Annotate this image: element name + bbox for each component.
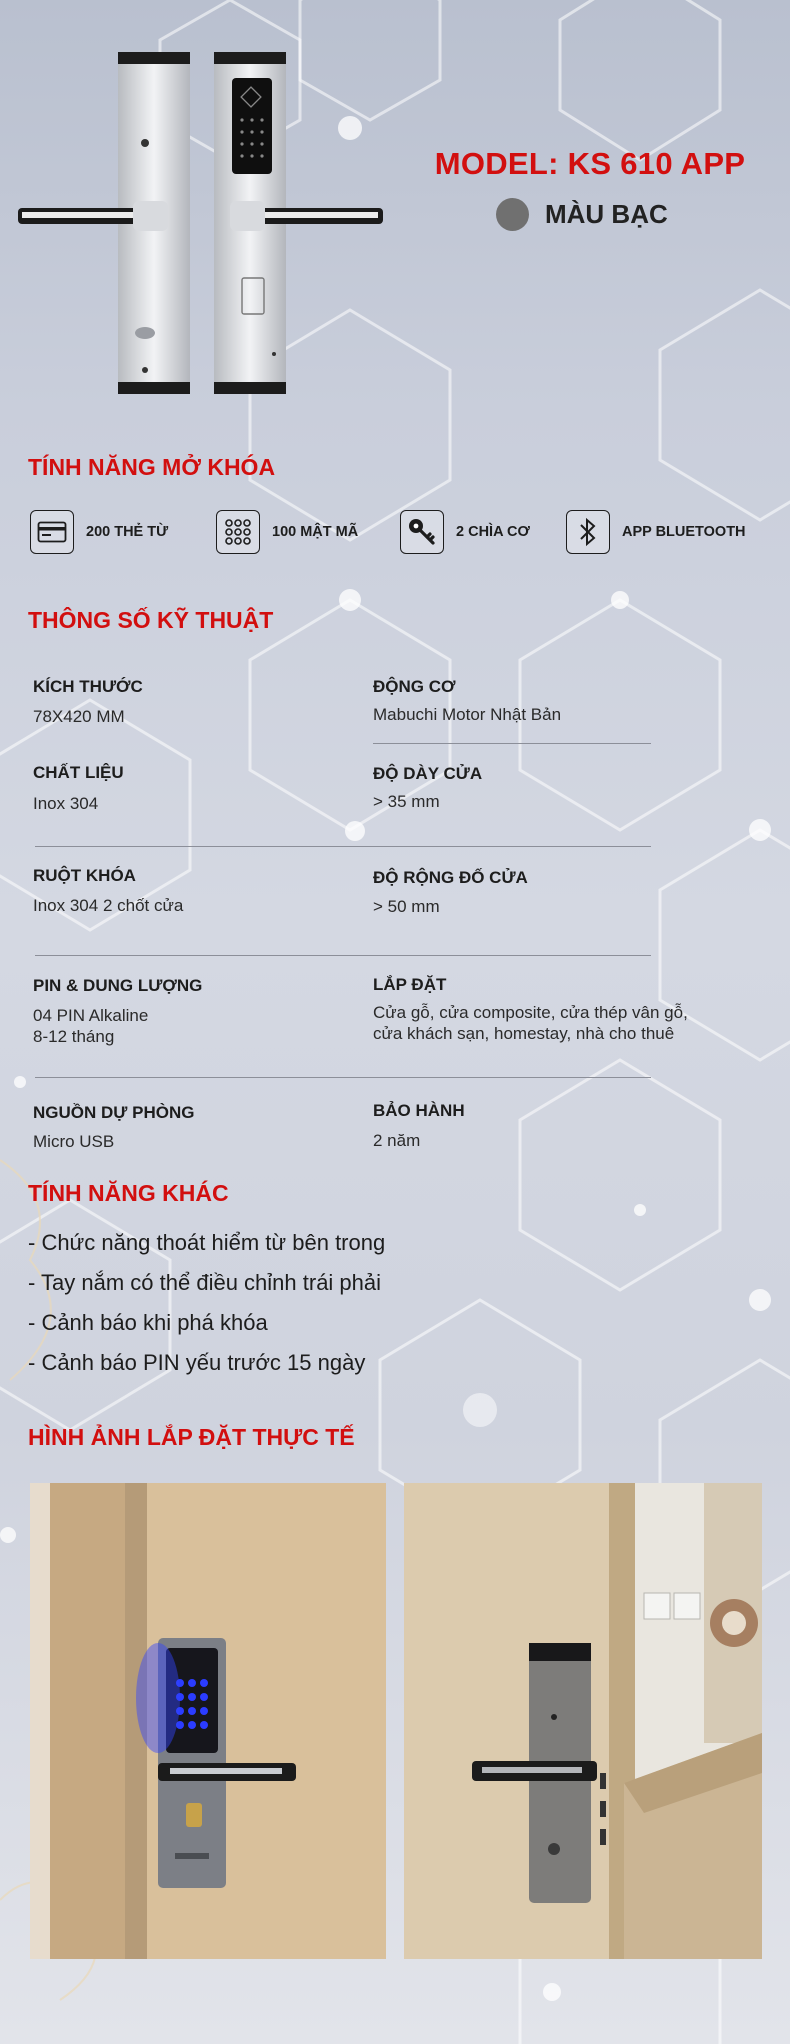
- installation-photo-1: [30, 1483, 386, 1959]
- spec-value: Mabuchi Motor Nhật Bản: [373, 705, 562, 724]
- installation-photo-2: [404, 1483, 762, 1959]
- spec-label: KÍCH THƯỚC: [33, 677, 143, 696]
- feature-label: APP BLUETOOTH: [622, 524, 746, 540]
- spec-value: Micro USB: [33, 1132, 115, 1151]
- list-item: - Chức năng thoát hiểm từ bên trong: [28, 1230, 386, 1255]
- model-title: MODEL: KS 610 APP: [434, 146, 746, 181]
- spec-value: Inox 304 2 chốt cửa: [33, 896, 184, 915]
- spec-label: ĐỘ RỘNG ĐỐ CỬA: [373, 868, 528, 887]
- feature-key: [400, 510, 530, 554]
- spec-label: NGUỒN DỰ PHÒNG: [33, 1103, 195, 1122]
- spec-label: BẢO HÀNH: [373, 1101, 465, 1120]
- spec-value: 78X420 MM: [33, 707, 125, 726]
- list-item: - Tay nắm có thể điều chỉnh trái phải: [28, 1270, 382, 1295]
- section-title-specs: THÔNG SỐ KỸ THUẬT: [28, 607, 274, 633]
- color-name: MÀU BẠC: [545, 199, 668, 229]
- spec-label: LẮP ĐẶT: [373, 975, 447, 994]
- keypad-icon: [216, 510, 260, 554]
- color-swatch: [496, 198, 529, 231]
- card-icon: [30, 510, 74, 554]
- feature-card: [30, 510, 168, 554]
- spec-label: RUỘT KHÓA: [33, 866, 136, 885]
- feature-label: 2 CHÌA CƠ: [456, 524, 530, 540]
- spec-label: PIN & DUNG LƯỢNG: [33, 976, 203, 995]
- spec-value: Cửa gỗ, cửa composite, cửa thép vân gỗ, cửa khách sạn, homestay, nhà cho thuê: [373, 1003, 688, 1043]
- spec-value: > 35 mm: [373, 792, 440, 811]
- spec-value: 04 PIN Alkaline 8-12 tháng: [33, 1006, 149, 1046]
- section-title-unlock: TÍNH NĂNG MỞ KHÓA: [28, 454, 276, 480]
- divider: [35, 846, 651, 847]
- feature-label: 100 MẬT MÃ: [272, 524, 359, 540]
- divider: [35, 955, 651, 956]
- feature-bluetooth: [566, 510, 746, 554]
- section-title-photos: HÌNH ẢNH LẮP ĐẶT THỰC TẾ: [28, 1424, 355, 1450]
- spec-label: CHẤT LIỆU: [33, 763, 124, 782]
- unlock-features: [30, 510, 770, 560]
- feature-keypad: [216, 510, 358, 554]
- list-item: - Cảnh báo PIN yếu trước 15 ngày: [28, 1350, 366, 1375]
- feature-label: 200 THẺ TỪ: [86, 524, 169, 540]
- color-option: [496, 198, 668, 231]
- spec-label: ĐỘ DÀY CỬA: [373, 764, 483, 783]
- divider: [373, 743, 651, 744]
- spec-value: 2 năm: [373, 1131, 421, 1150]
- divider: [35, 1077, 651, 1078]
- product-image: [18, 48, 383, 398]
- bluetooth-icon: [566, 510, 610, 554]
- section-title-other: TÍNH NĂNG KHÁC: [28, 1180, 229, 1206]
- key-icon: [400, 510, 444, 554]
- spec-value: Inox 304: [33, 794, 99, 813]
- spec-value: > 50 mm: [373, 897, 440, 916]
- spec-label: ĐỘNG CƠ: [373, 677, 456, 696]
- list-item: - Cảnh báo khi phá khóa: [28, 1310, 268, 1335]
